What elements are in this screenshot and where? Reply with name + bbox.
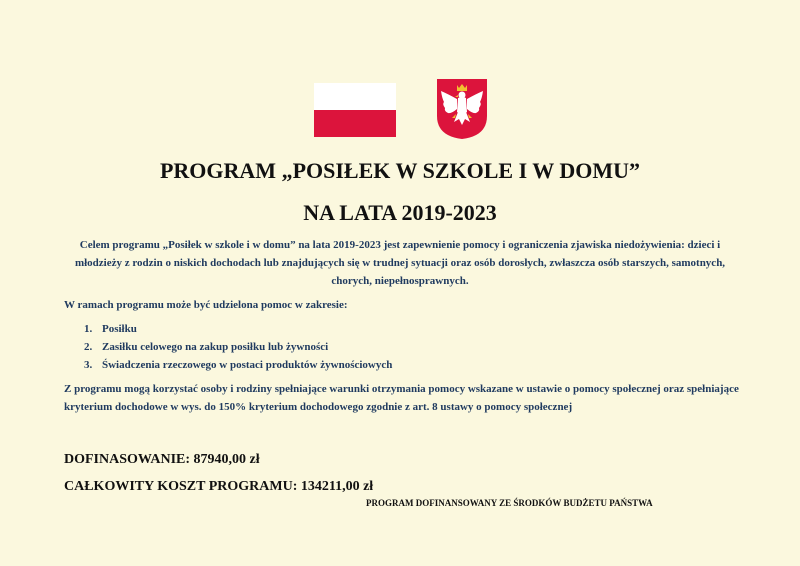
polish-eagle-icon [436,78,488,140]
list-item-number: 1. [84,323,93,335]
flag-white-stripe [314,83,396,110]
assistance-lead: W ramach programu może być udzielona pomoc w zakresie: [64,299,348,311]
page-title: PROGRAM „POSIŁEK W SZKOLE I W DOMU” [159,158,640,183]
flag-red-stripe [314,110,396,137]
list-item-text: Zasiłku celowego na zakup posiłku lub żywności [102,341,329,353]
polish-flag [314,83,396,137]
list-item-text: Posiłku [102,323,137,335]
list-item-number: 3. [84,359,93,371]
funding-amount: DOFINASOWANIE: 87940,00 zł [64,452,260,467]
funding-source-note: PROGRAM DOFINANSOWANY ZE ŚRODKÓW BUDŻETU PAŃSTWA [366,498,653,508]
program-goal-paragraph: Celem programu „Posiłek w szkole i w domu” na lata 2019-2023 jest zapewnienie pomocy i ograniczenia zjawiska niedożywienia: dzieci i młodzieży z rodzin o niskich dochodach lub znajdujących się w trudnej sytuacji oraz osób dorosłych, zwłaszcza osób starszych, samotnych, chorych, niepełnosprawnych. [74,239,726,287]
list-item-text: Świadczenia rzeczowego w postaci produktów żywnościowych [102,359,393,371]
eligibility-paragraph: Z programu mogą korzystać osoby i rodziny spełniające warunki otrzymania pomocy wskazane w ustawie o pomocy społecznej oraz spełniające kryterium dochodowe w wys. do 150% kryterium dochodowego zgodnie z art. 8 ustawy o pomocy społecznej [64,383,739,413]
list-item [84,338,684,356]
list-item [84,320,684,338]
list-item-number: 2. [84,341,93,353]
assistance-list [84,320,684,374]
total-cost: CAŁKOWITY KOSZT PROGRAMU: 134211,00 zł [64,479,374,494]
list-item [84,356,684,374]
page-subtitle: NA LATA 2019-2023 [303,200,497,225]
